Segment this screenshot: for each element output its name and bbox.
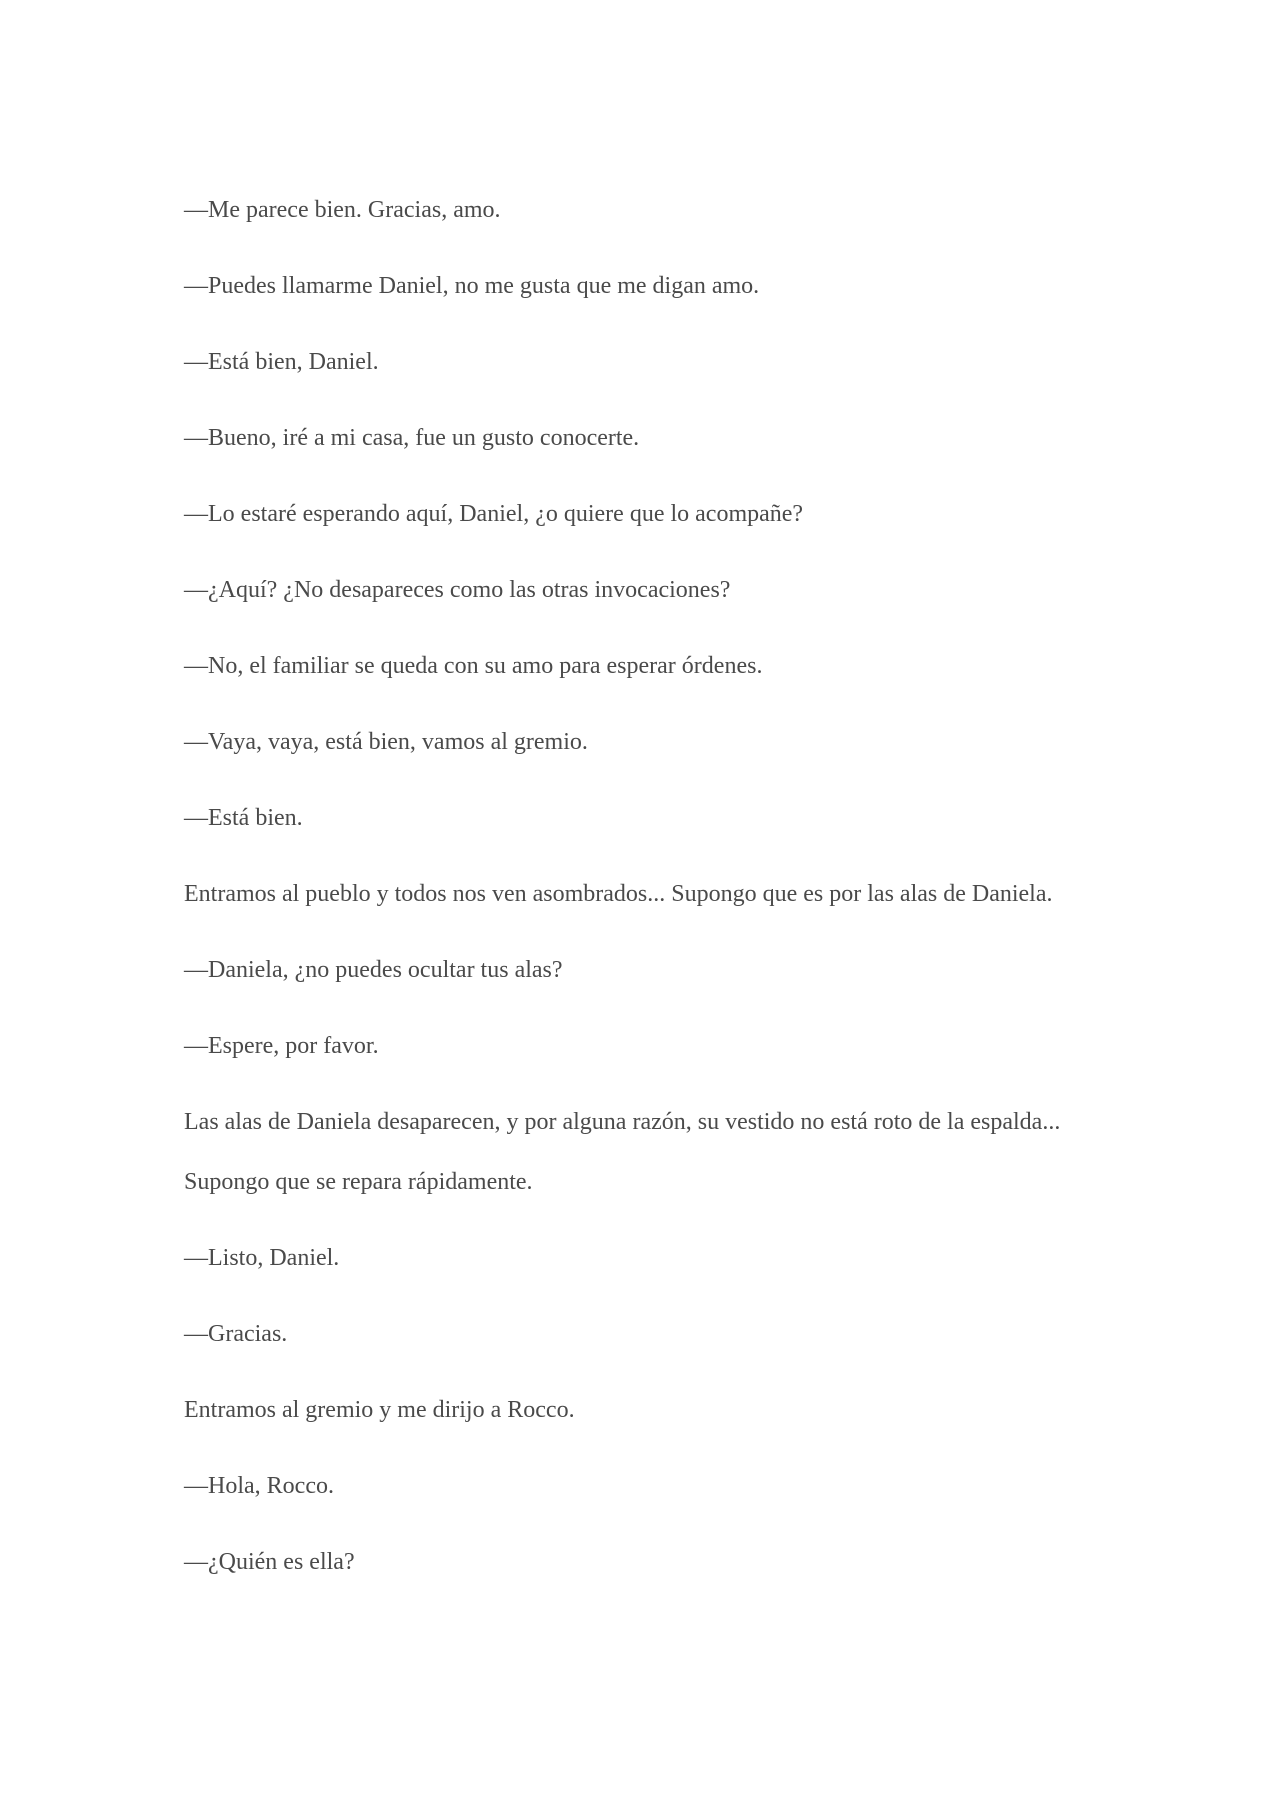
paragraph: —¿Quién es ella? xyxy=(184,1549,355,1575)
paragraph: —Lo estaré esperando aquí, Daniel, ¿o quiere que lo acompañe? xyxy=(184,501,804,527)
paragraph: Entramos al gremio y me dirijo a Rocco. xyxy=(184,1397,575,1423)
paragraph: —Vaya, vaya, está bien, vamos al gremio. xyxy=(184,729,588,755)
paragraph: —Daniela, ¿no puedes ocultar tus alas? xyxy=(184,957,563,983)
paragraph: Las alas de Daniela desaparecen, y por alguna razón, su vestido no está roto de la espalda... Supongo que se repara rápidamente. xyxy=(184,1109,1061,1195)
paragraph: Entramos al pueblo y todos nos ven asombrados... Supongo que es por las alas de Daniela. xyxy=(184,881,1053,907)
paragraph: —No, el familiar se queda con su amo para esperar órdenes. xyxy=(184,653,763,679)
paragraph: —Me parece bien. Gracias, amo. xyxy=(184,197,501,223)
paragraph: —Bueno, iré a mi casa, fue un gusto conocerte. xyxy=(184,425,640,451)
paragraph: —Gracias. xyxy=(184,1321,288,1347)
document-body xyxy=(184,180,1080,1592)
paragraph: —¿Aquí? ¿No desapareces como las otras invocaciones? xyxy=(184,577,731,603)
paragraph: —Está bien. xyxy=(184,805,303,831)
paragraph: —Espere, por favor. xyxy=(184,1033,379,1059)
paragraph: —Hola, Rocco. xyxy=(184,1473,334,1499)
paragraph: —Está bien, Daniel. xyxy=(184,349,379,375)
paragraph: —Puedes llamarme Daniel, no me gusta que me digan amo. xyxy=(184,273,760,299)
paragraph: —Listo, Daniel. xyxy=(184,1245,340,1271)
